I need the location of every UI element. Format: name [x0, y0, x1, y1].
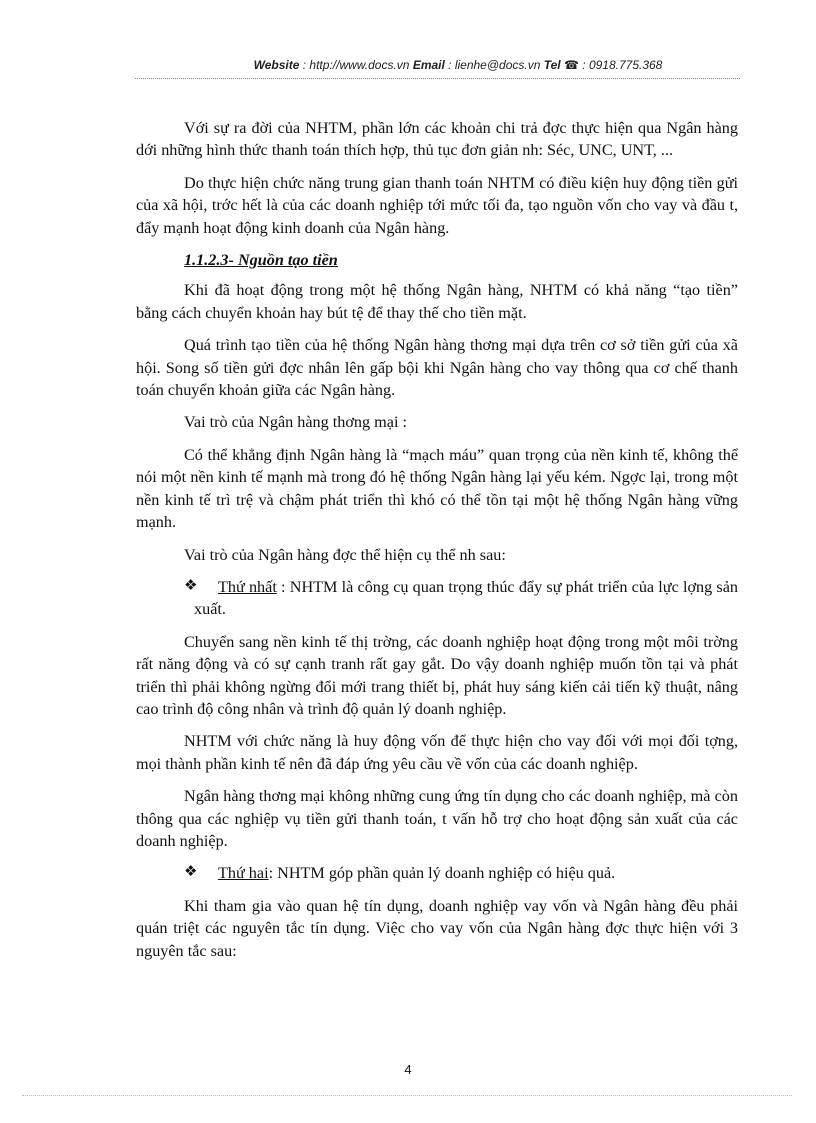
bullet-text: : NHTM là công cụ quan trọng thúc đẩy sự phát triển của lực lợng sản xuất.: [194, 577, 739, 619]
paragraph: Quá trình tạo tiền của hệ thống Ngân hàng thơng mại dựa trên cơ sở tiền gửi của xã hội. Song số tiền gửi đợc nhân lên gấp bội khi Ngân hàng cho vay thông qua cơ chế thanh toán chuyển khoản giữa các Ngân hàng.: [136, 336, 738, 400]
paragraph: Vai trò của Ngân hàng đợc thể hiện cụ thể nh sau:: [184, 545, 506, 564]
bullet-item-second: [136, 862, 738, 884]
document-body: [136, 117, 738, 972]
tel-label: Tel: [543, 58, 561, 72]
website-value: : http://www.docs.vn: [299, 58, 413, 72]
paragraph: Khi tham gia vào quan hệ tín dụng, doanh nghiệp vay vốn và Ngân hàng đều phải quán triệt các nguyên tắc tín dụng. Việc cho vay vốn của Ngân hàng đợc thực hiện với 3 nguyên tắc sau:: [136, 896, 738, 960]
paragraph: Với sự ra đời của NHTM, phần lớn các khoản chi trả đợc thực hiện qua Ngân hàng dới những hình thức thanh toán thích hợp, thủ tục đơn giản nh: Séc, UNC, UNT, ...: [136, 119, 738, 160]
paragraph: Khi đã hoạt động trong một hệ thống Ngân hàng, NHTM có khả năng “tạo tiền” bằng cách chuyển khoản hay bút tệ để thay thế cho tiền mặt.: [136, 281, 738, 322]
paragraph: Ngân hàng thơng mại không những cung ứng tín dụng cho các doanh nghiệp, mà còn thông qua các nghiệp vụ tiền gửi thanh toán, t vấn hỗ trợ cho hoạt động sản xuất của các doanh nghiệp.: [136, 787, 738, 850]
bullet-text: : NHTM góp phần quản lý doanh nghiệp có hiệu quả.: [268, 864, 616, 883]
paragraph: Chuyển sang nền kinh tế thị trờng, các doanh nghiệp hoạt động trong một môi trờng rất năng động và có sự cạnh tranh rất gay gắt. Do vậy doanh nghiệp muốn tồn tại và phát triển thì phải không ngừng đổi mới trang thiết bị, phát huy sáng kiến cải tiến kỹ thuật, nâng cao trình độ công nhân và trình độ quản lý doanh nghiệp.: [136, 632, 738, 718]
bullet-label: Thứ hai: [218, 864, 269, 883]
email-value: : lienhe@docs.vn: [444, 58, 544, 72]
paragraph: Do thực hiện chức năng trung gian thanh toán NHTM có điều kiện huy động tiền gửi của xã hội, trớc hết là của các doanh nghiệp tới mức tối đa, tạo nguồn vốn cho vay và đầu t, đẩy mạnh hoạt động kinh doanh của Ngân hàng.: [136, 173, 738, 237]
email-label: Email: [412, 58, 445, 72]
bullet-item-first: [136, 576, 738, 621]
paragraph: Có thể khẳng định Ngân hàng là “mạch máu” quan trọng của nền kinh tế, không thể nói một nền kinh tế mạnh mà trong đó hệ thống Ngân hàng lại yếu kém. Ngợc lại, trong một nền kinh tế trì trệ và chậm phát triển thì khó có thể tồn tại một hệ thống Ngân hàng vững mạnh.: [136, 445, 738, 532]
footer-divider: [22, 1095, 792, 1096]
paragraph: Vai trò của Ngân hàng thơng mại :: [184, 413, 407, 432]
bullet-label: Thứ nhất: [218, 577, 277, 596]
paragraph: NHTM với chức năng là huy động vốn để thực hiện cho vay đối với mọi đối tợng, mọi thành phần kinh tế nên đã đáp ứng yêu cầu về vốn của các doanh nghiệp.: [136, 732, 738, 773]
page-header: [0, 58, 816, 80]
diamond-bullet-icon: ❖: [184, 862, 198, 881]
header-divider: [135, 78, 740, 79]
phone-icon: ☎: [563, 58, 579, 72]
diamond-bullet-icon: ❖: [184, 575, 198, 594]
section-heading: 1.1.2.3- Nguồn tạo tiền: [184, 251, 338, 270]
website-label: Website: [253, 58, 300, 72]
page-number: 4: [404, 1062, 412, 1077]
tel-value: : 0918.775.368: [578, 58, 663, 72]
